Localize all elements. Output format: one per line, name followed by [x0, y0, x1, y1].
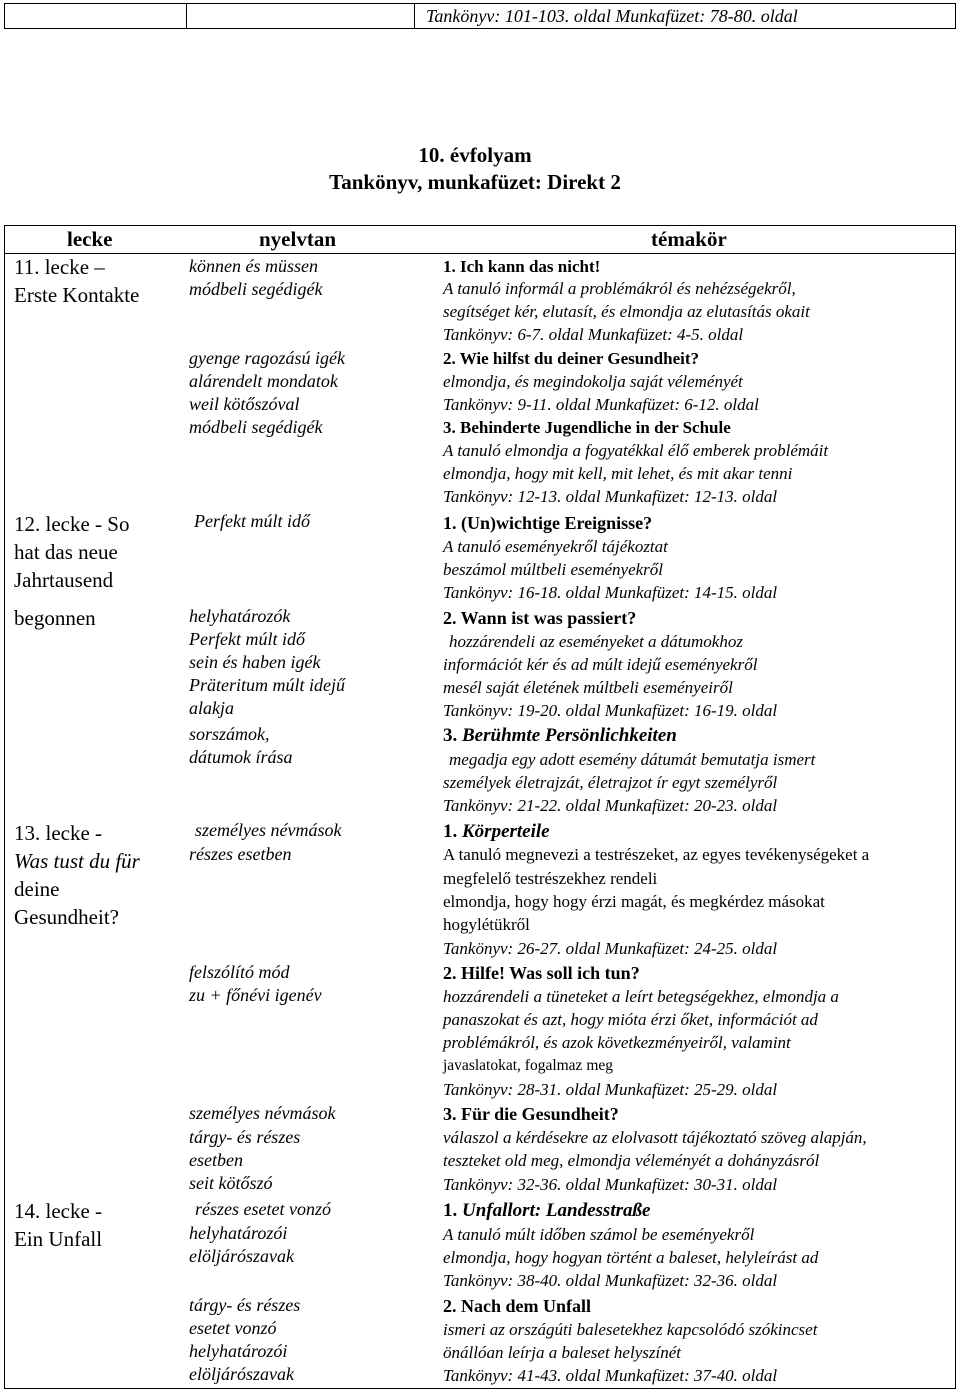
- lesson-line: 14. lecke -: [14, 1199, 103, 1223]
- grammar-line: személyes névmások: [189, 1103, 336, 1123]
- border: [955, 225, 956, 1389]
- topic-line: hozzárendeli a tüneteket a leírt betegségekhez, elmondja a: [443, 987, 839, 1006]
- topic-line: megfelelő testrészekhez rendeli: [443, 869, 658, 888]
- grammar-line: sorszámok,: [189, 724, 270, 744]
- column-header-temakor: témakör: [651, 227, 727, 251]
- grammar-line: Präteritum múlt idejű: [189, 675, 345, 695]
- border: [414, 3, 415, 29]
- grammar-line: Perfekt múlt idő: [189, 629, 305, 649]
- topic-title: 2. Wann ist was passiert?: [443, 608, 637, 628]
- lesson-line: begonnen: [14, 606, 96, 630]
- topic-title-text: Unfallort: Landesstraße: [462, 1200, 651, 1221]
- column-header-lecke: lecke: [67, 227, 113, 251]
- border: [4, 1388, 956, 1389]
- topic-line: beszámol múltbeli eseményekről: [443, 560, 663, 579]
- topic-line: Tankönyv: 19-20. oldal Munkafüzet: 16-19. oldal: [443, 701, 778, 720]
- topic-line: Tankönyv: 26-27. oldal Munkafüzet: 24-25. oldal: [443, 939, 778, 958]
- grammar-line: zu + főnévi igenév: [189, 985, 322, 1005]
- topic-line: személyek életrajzát, életrajzot ír egyt személyről: [443, 773, 778, 792]
- lesson-line: 11. lecke –: [14, 255, 105, 279]
- grammar-line: seit kötőszó: [189, 1173, 273, 1193]
- grammar-line: weil kötőszóval: [189, 394, 300, 414]
- border: [4, 225, 956, 226]
- grammar-line: esetben: [189, 1150, 243, 1170]
- grammar-line: Perfekt múlt idő: [194, 511, 310, 531]
- topic-line: információt kér és ad múlt idejű eseményekről: [443, 655, 758, 674]
- topic-line: elmondja, és megindokolja saját véleményét: [443, 372, 743, 391]
- topic-line: javaslatokat, fogalmaz meg: [443, 1057, 614, 1074]
- grammar-line: tárgy- és részes: [189, 1295, 301, 1315]
- topic-line: Tankönyv: 28-31. oldal Munkafüzet: 25-29. oldal: [443, 1080, 778, 1099]
- border: [4, 225, 5, 1389]
- grammar-line: esetet vonzó: [189, 1318, 277, 1338]
- topic-title: 2. Nach dem Unfall: [443, 1296, 591, 1316]
- topic-line: elmondja, hogy mit kell, mit lehet, és mit akar tenni: [443, 464, 793, 483]
- topic-line: önállóan leírja a baleset helyszínét: [443, 1343, 681, 1362]
- grammar-line: felszólító mód: [189, 962, 290, 982]
- topic-line: Tankönyv: 32-36. oldal Munkafüzet: 30-31. oldal: [443, 1175, 778, 1194]
- lesson-line: Ein Unfall: [14, 1227, 103, 1251]
- topic-title: 2. Hilfe! Was soll ich tun?: [443, 963, 640, 983]
- lesson-line: deine: [14, 877, 60, 901]
- topic-line: mesél saját életének múltbeli eseményeiről: [443, 678, 733, 697]
- topic-line: ismeri az országúti balesetekhez kapcsolódó szókincset: [443, 1320, 818, 1339]
- grammar-line: módbeli segédigék: [189, 279, 323, 299]
- grammar-line: gyenge ragozású igék: [189, 348, 345, 368]
- border: [4, 253, 956, 254]
- grammar-line: helyhatározói: [189, 1223, 288, 1243]
- topic-line: elmondja, hogy hogyan történt a baleset, helyleírást ad: [443, 1248, 819, 1267]
- topic-line: A tanuló megnevezi a testrészeket, az egyes tevékenységeket a: [443, 845, 870, 864]
- grammar-line: elöljárószavak: [189, 1364, 294, 1384]
- grammar-line: können és müssen: [189, 256, 318, 276]
- topic-title: [443, 726, 677, 745]
- topic-number: 1.: [443, 1200, 458, 1221]
- topic-line: A tanuló informál a problémákról és nehézségekről,: [443, 279, 796, 298]
- lesson-line: hat das neue: [14, 540, 118, 564]
- topic-title: [443, 1105, 619, 1123]
- topic-number: 1.: [443, 821, 458, 842]
- grammar-line: elöljárószavak: [189, 1246, 294, 1266]
- topic-line: panaszokat és azt, hogy mióta érzi őket, információt ad: [443, 1010, 818, 1029]
- lesson-line: Erste Kontakte: [14, 283, 140, 307]
- topic-title-text: Berühmte Persönlichkeiten: [462, 725, 677, 746]
- topic-line: problémákról, és azok következményeiről, valamint: [443, 1033, 791, 1052]
- topic-line: válaszol a kérdésekre az elolvasott tájékoztató szöveg alapján,: [443, 1128, 867, 1147]
- grammar-line: személyes névmások: [195, 820, 342, 840]
- topic-line: A tanuló múlt időben számol be eseményekről: [443, 1225, 755, 1244]
- topic-line: Tankönyv: 16-18. oldal Munkafüzet: 14-15. oldal: [443, 583, 778, 602]
- topic-title-text: Körperteile: [462, 821, 550, 842]
- topic-line: Tankönyv: 12-13. oldal Munkafüzet: 12-13. oldal: [443, 487, 778, 506]
- topic-title: [443, 822, 550, 841]
- column-header-nyelvtan: nyelvtan: [259, 227, 337, 251]
- topic-line: Tankönyv: 9-11. oldal Munkafüzet: 6-12. oldal: [443, 395, 759, 414]
- grammar-line: tárgy- és részes: [189, 1127, 301, 1147]
- grammar-line: sein és haben igék: [189, 652, 321, 672]
- grammar-line: alakja: [189, 698, 234, 718]
- topic-line: megadja egy adott esemény dátumát bemutatja ismert: [449, 750, 816, 769]
- topic-line: Tankönyv: 41-43. oldal Munkafüzet: 37-40. oldal: [443, 1366, 778, 1385]
- topic-title: [443, 1201, 650, 1220]
- lesson-line: 13. lecke -: [14, 821, 103, 845]
- topic-line: segítséget kér, elutasít, és elmondja az elutasítás okait: [443, 302, 810, 321]
- topic-line: Tankönyv: 21-22. oldal Munkafüzet: 20-23. oldal: [443, 796, 778, 815]
- grammar-line: helyhatározók: [189, 606, 291, 626]
- topic-number: 3.: [443, 1104, 457, 1124]
- topic-line: Tankönyv: 6-7. oldal Munkafüzet: 4-5. oldal: [443, 325, 744, 344]
- grammar-line: részes esetet vonzó: [195, 1199, 331, 1219]
- topic-line: hogylétükről: [443, 915, 530, 934]
- lesson-line: 12. lecke - So: [14, 512, 130, 536]
- border: [4, 28, 956, 29]
- border: [4, 3, 5, 29]
- grammar-line: részes esetben: [189, 844, 292, 864]
- topic-line: A tanuló eseményekről tájékoztat: [443, 537, 668, 556]
- topic-line: Tankönyv: 38-40. oldal Munkafüzet: 32-36. oldal: [443, 1271, 778, 1290]
- grammar-line: dátumok írása: [189, 747, 293, 767]
- topic-title: 1. Ich kann das nicht!: [443, 257, 601, 276]
- border: [955, 3, 956, 29]
- topic-title: 2. Wie hilfst du deiner Gesundheit?: [443, 349, 699, 368]
- page-subtitle: Tankönyv, munkafüzet: Direkt 2: [329, 170, 621, 194]
- topic-line: A tanuló elmondja a fogyatékkal élő emberek problémáit: [443, 441, 829, 460]
- lesson-line: Was tust du für: [14, 849, 140, 873]
- topic-number: 3.: [443, 725, 458, 746]
- grammar-line: alárendelt mondatok: [189, 371, 338, 391]
- topic-title: 1. (Un)wichtige Ereignisse?: [443, 513, 653, 533]
- lesson-line: Gesundheit?: [14, 905, 119, 929]
- topic-title-text: Für die Gesundheit?: [461, 1104, 619, 1124]
- topic-title: 3. Behinderte Jugendliche in der Schule: [443, 418, 731, 437]
- topic-line: hozzárendeli az eseményeket a dátumokhoz: [449, 632, 743, 651]
- topic-line: elmondja, hogy hogy érzi magát, és megkérdez másokat: [443, 892, 825, 911]
- border: [186, 3, 187, 29]
- topic-line: teszteket old meg, elmondja véleményét a dohányzásról: [443, 1151, 820, 1170]
- grammar-line: módbeli segédigék: [189, 417, 323, 437]
- header-cell-text: Tankönyv: 101-103. oldal Munkafüzet: 78-80. oldal: [426, 6, 798, 26]
- page-title: 10. évfolyam: [418, 143, 532, 167]
- grammar-line: helyhatározói: [189, 1341, 288, 1361]
- lesson-line: Jahrtausend: [14, 568, 114, 592]
- border: [4, 3, 956, 4]
